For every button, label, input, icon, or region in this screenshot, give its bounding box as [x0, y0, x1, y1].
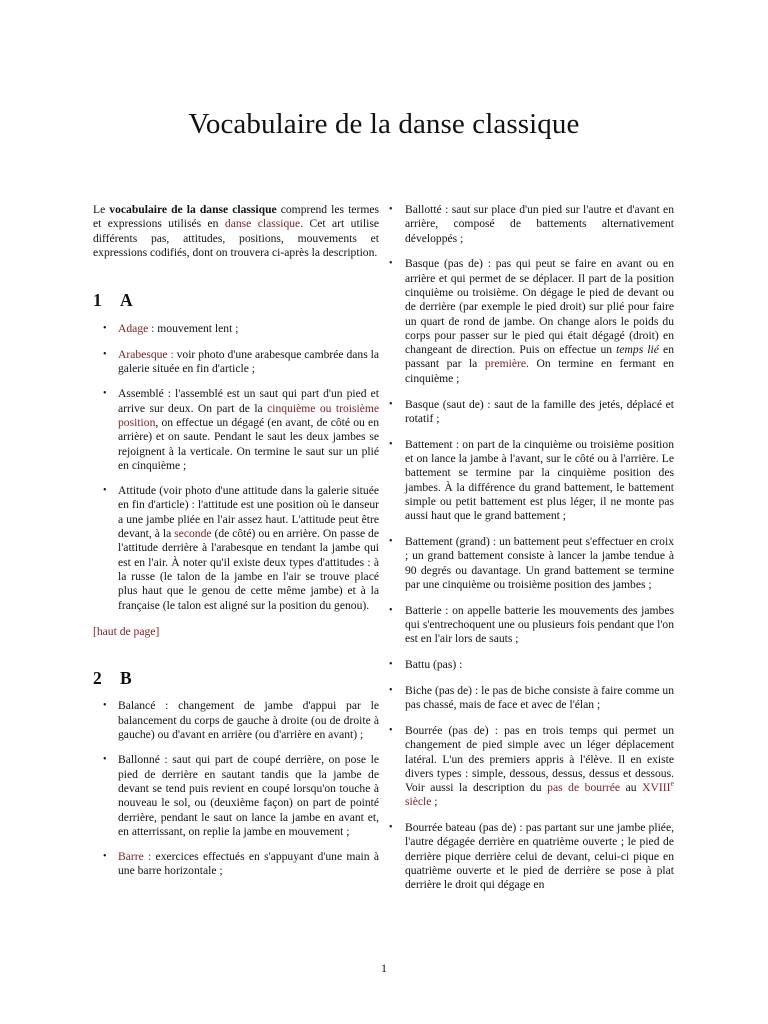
right-column — [388, 203, 674, 904]
list-item-ballonne: • Ballonné : saut qui part de coupé derrière, on pose le pied de derrière en sautant tandis que la jambe de devant se tend puis revient en coupé lorsqu'on touche à nouveau le sol, ou (deuxième façon) on part de pointé derrière, pendant le saut on lance la jambe en avant et, en atterrissant, on replie la jambe en mouvement ; — [103, 753, 379, 838]
list-item-assemble: • Assemblé : l'assemblé est un saut qui part d'un pied et arrive sur deux. On part de la cinquième ou troisième position, on effectue un dégagé (en avant, de côté ou en arrière) et on saute. Pendant le saut les deux jambes se rejoignent à la verticale. On termine le saut sur un plié en cinquième ; — [103, 387, 379, 472]
link-barre[interactable]: Barre : — [118, 850, 152, 864]
list-item-adage: • Adage : mouvement lent ; — [103, 322, 239, 336]
back-to-top-link[interactable]: [haut de page] — [93, 624, 160, 638]
list-item-bourree: • Bourrée (pas de) : pas en trois temps qui permet un changement de pied simple avec un léger déplacement latéral. L'un des premiers appris à l'élève. Il en existe divers types : simple, dessous, dessus, dessus et dessous. Voir aussi la description du pas de bourrée au XVIIIe siècle ; — [389, 723, 674, 809]
link-pas-de-bourree[interactable]: pas de bourrée — [547, 781, 621, 795]
bullet-icon: • — [389, 204, 393, 215]
intro-bold-term: vocabulaire de la danse classique — [109, 203, 277, 216]
page-title: Vocabulaire de la danse classique — [188, 108, 580, 140]
page-number: 1 — [381, 961, 387, 975]
list-item-bourree-bateau: • Bourrée bateau (pas de) : pas partant sur une jambe pliée, l'autre dégagée derrière en quatrième ouverte ; le pied de derrière pique derrière celui de devant, celui-ci pique en quatrième ouverte et le pied de derrière se pose à plat derrière le droit qui dégage en — [389, 821, 674, 892]
list-item-arabesque: • Arabesque : voir photo d'une arabesque cambrée dans la galerie située en fin d'article ; — [103, 347, 379, 376]
bullet-icon: • — [389, 258, 393, 270]
link-xviiie-siecle[interactable]: XVIIIe siècle — [405, 779, 674, 809]
list-item-biche: • Biche (pas de) : le pas de biche consiste à faire comme un pas chassé, mais de face et avec de l'élan ; — [389, 683, 674, 712]
list-item-battement: • Battement : on part de la cinquième ou troisième position et on lance la jambe à l'avant, sur le côté ou à l'arrière. Le battement se termine par la cinquième position des jambes. À la différence du grand battement, le battement simple ou petit battement est plus léger, il ne monte pas aussi haut que le grand battement ; — [389, 437, 674, 523]
bullet-icon: • — [103, 348, 107, 360]
link-arabesque[interactable]: Arabesque : — [118, 347, 174, 361]
list-item-ballotte: • Ballotté : saut sur place d'un pied sur l'autre et d'avant en arrière, composé de battements alternativement développés ; — [389, 203, 674, 245]
bullet-icon: • — [103, 388, 107, 400]
list-right — [388, 203, 674, 893]
bullet-icon: • — [103, 700, 107, 712]
bullet-icon: • — [389, 398, 393, 410]
bullet-icon: • — [389, 604, 393, 616]
link-seconde[interactable]: seconde — [174, 527, 212, 541]
list-a — [93, 322, 379, 612]
bullet-icon: • — [389, 535, 393, 547]
bullet-icon: • — [389, 659, 393, 671]
list-item-barre: • Barre : exercices effectués en s'appuyant d'une main à une barre horizontale ; — [103, 850, 380, 878]
list-b — [93, 699, 379, 878]
link-cinquieme-troisieme-position[interactable]: cinquième ou troisième position — [118, 401, 379, 429]
list-item-battement-grand: • Battement (grand) : un battement peut s'effectuer en croix ; un grand battement consiste à lancer la jambe tendue à 90 degrés ou davantage. Un grand battement se termine par une cinquième ou troisième position des jambes ; — [389, 534, 674, 591]
link-premiere[interactable]: première — [484, 357, 527, 371]
bullet-icon: • — [103, 485, 107, 497]
bullet-icon: • — [103, 323, 107, 335]
link-adage[interactable]: Adage — [118, 322, 149, 336]
bullet-icon: • — [389, 724, 393, 736]
list-item-basque-saut: • Basque (saut de) : saut de la famille des jetés, déplacé et rotatif ; — [389, 397, 674, 425]
left-column — [93, 203, 379, 890]
list-item-batterie: • Batterie : on appelle batterie les mouvements des jambes qui s'entrechoquent une ou plusieurs fois pendant que l'on est en l'air lors de sauts ; — [389, 603, 674, 646]
list-item-basque-pas: • Basque (pas de) : pas qui peut se faire en avant ou en arrière et qui permet de se déplacer. Il part de la position cinquième ou troisième. On dégage le pied de devant ou de derrière (par exemple le pied droit) sur plié pour faire un quart de rond de jambe. On change alors le poids du corps pour passer sur le pied qui était dégagé (droit) en changeant de direction. Puis on effectue un temps lié en passant par la première. On termine en fermant en cinquième ; — [389, 257, 675, 385]
bullet-icon: • — [389, 684, 393, 696]
bullet-icon: • — [103, 754, 107, 766]
list-item-battu: • Battu (pas) : — [389, 658, 463, 672]
section-heading-b: 2 B — [93, 668, 132, 689]
list-item-attitude: • Attitude (voir photo d'une attitude dans la galerie située en fin d'article) : l'attitude est une position où le danseur a une jambe pliée en l'air assez haut. L'attitude peut être devant, à la seconde (de côté) ou en arrière. On passe de l'attitude derrière à l'arabesque en tendant la jambe qui est en l'air. À noter qu'il existe deux types d'attitudes : à la russe (le talon de la jambe en l'air se trouve placé plus haut que le genou de cette même jambe) et à la française (le talon est aligné sur la position du genou). — [103, 484, 379, 612]
list-item-balance: • Balancé : changement de jambe d'appui par le balancement du corps de gauche à droite (ou de droite à gauche) ou d'avant en arrière (ou d'arrière en avant) ; — [103, 699, 379, 742]
bullet-icon: • — [389, 438, 393, 450]
intro-paragraph: Le vocabulaire de la danse classique comprend les termes et expressions utilisés en danse classique. Cet art utilise différents pas, attitudes, positions, mouvements et expressions codifiés, dont on trouvera ci-après la description. — [93, 203, 379, 259]
link-danse-classique[interactable]: danse classique — [224, 217, 301, 231]
section-heading-a: 1 A — [93, 290, 133, 311]
bullet-icon: • — [103, 851, 107, 863]
bullet-icon: • — [389, 822, 393, 834]
